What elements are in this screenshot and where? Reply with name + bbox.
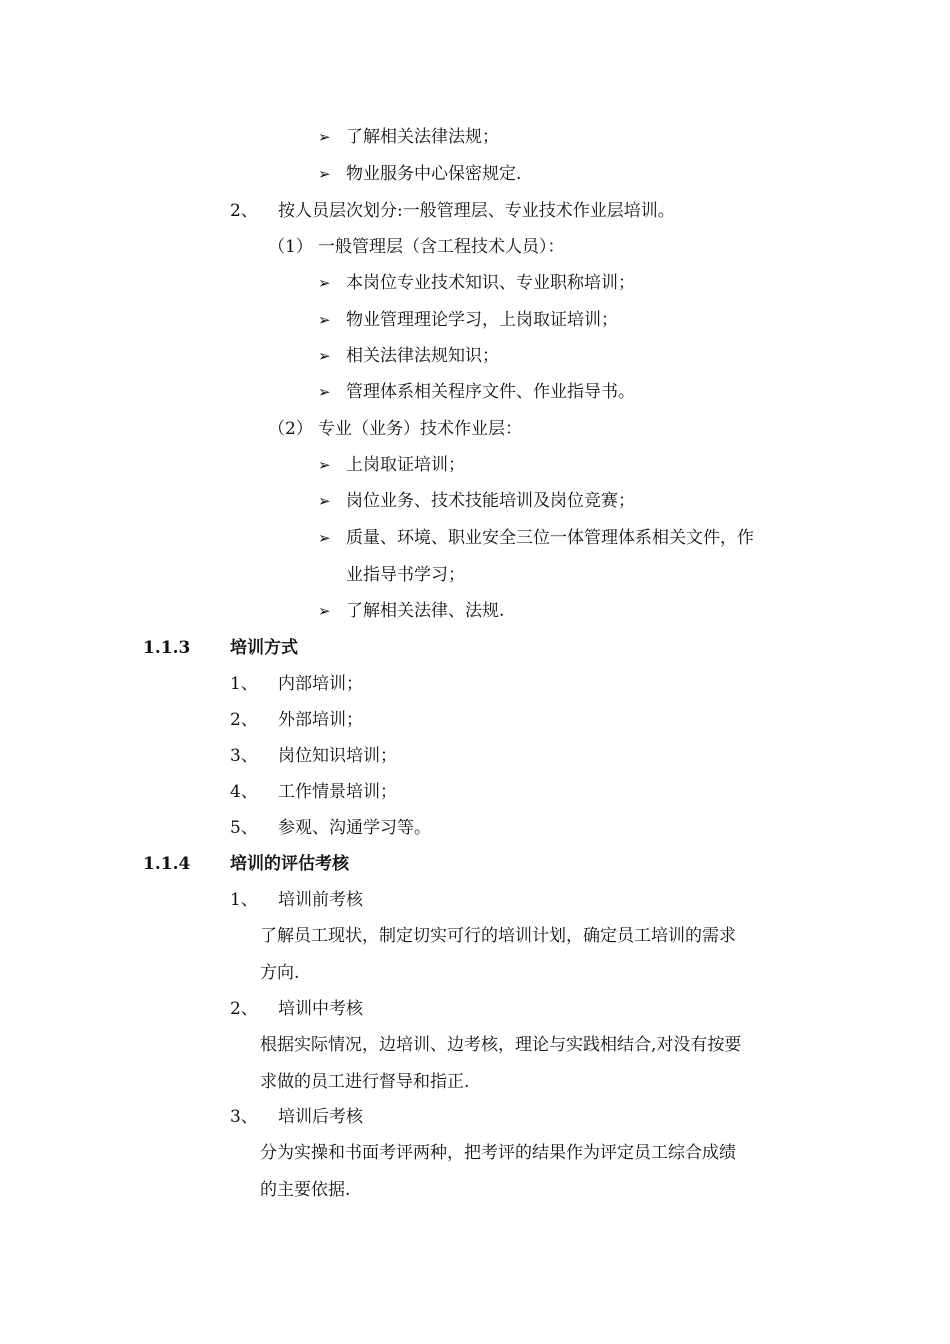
- item-text: 按人员层次划分:一般管理层、专业技术作业层培训。: [278, 201, 675, 221]
- paragraph-text: 根据实际情况，边培训、边考核，理论与实践相结合,对没有按要: [260, 1035, 742, 1055]
- paragraph-text: 方向.: [260, 963, 300, 983]
- item-text: 内部培训；: [278, 674, 363, 694]
- item-number: 4、: [230, 782, 258, 802]
- item-number: 2、: [230, 999, 258, 1019]
- item-number: 2、: [230, 710, 258, 730]
- arrow-bullet-icon: ➢: [318, 529, 331, 547]
- item-text: 参观、沟通学习等。: [278, 818, 431, 838]
- bullet-text: 质量、环境、职业安全三位一体管理体系相关文件，作: [346, 528, 754, 548]
- section-number: 1.1.3: [143, 638, 191, 658]
- item-text: 岗位知识培训；: [278, 746, 397, 766]
- arrow-bullet-icon: ➢: [318, 165, 331, 183]
- paragraph-text: 了解员工现状，制定切实可行的培训计划，确定员工培训的需求: [260, 926, 736, 946]
- bullet-text: 物业管理理论学习，上岗取证培训；: [346, 310, 618, 330]
- arrow-bullet-icon: ➢: [318, 311, 331, 329]
- sub-item-text: 专业（业务）技术作业层：: [318, 419, 522, 439]
- arrow-bullet-icon: ➢: [318, 347, 331, 365]
- arrow-bullet-icon: ➢: [318, 383, 331, 401]
- paragraph-text: 求做的员工进行督导和指正.: [260, 1072, 470, 1092]
- sub-item-number: （2）: [268, 419, 313, 439]
- bullet-text: 上岗取证培训；: [346, 455, 465, 475]
- item-number: 5、: [230, 818, 258, 838]
- bullet-text: 了解相关法律法规；: [346, 127, 499, 147]
- bullet-text: 物业服务中心保密规定.: [346, 164, 522, 184]
- bullet-text: 管理体系相关程序文件、作业指导书。: [346, 382, 635, 402]
- item-number: 3、: [230, 746, 258, 766]
- bullet-text: 了解相关法律、法规.: [346, 601, 505, 621]
- item-number: 1、: [230, 890, 258, 910]
- arrow-bullet-icon: ➢: [318, 492, 331, 510]
- item-text: 工作情景培训；: [278, 782, 397, 802]
- item-text: 外部培训；: [278, 710, 363, 730]
- bullet-text: 业指导书学习；: [346, 565, 465, 585]
- item-number: 1、: [230, 674, 258, 694]
- section-title: 培训方式: [230, 638, 298, 658]
- item-number: 2、: [230, 201, 258, 221]
- paragraph-text: 分为实操和书面考评两种，把考评的结果作为评定员工综合成绩: [260, 1143, 736, 1163]
- item-text: 培训中考核: [278, 999, 363, 1019]
- arrow-bullet-icon: ➢: [318, 274, 331, 292]
- item-text: 培训后考核: [278, 1107, 363, 1127]
- sub-item-number: （1）: [268, 237, 313, 257]
- arrow-bullet-icon: ➢: [318, 128, 331, 146]
- bullet-text: 相关法律法规知识；: [346, 346, 499, 366]
- item-number: 3、: [230, 1107, 258, 1127]
- section-number: 1.1.4: [143, 854, 191, 874]
- item-text: 培训前考核: [278, 890, 363, 910]
- arrow-bullet-icon: ➢: [318, 602, 331, 620]
- bullet-text: 岗位业务、技术技能培训及岗位竞赛；: [346, 491, 635, 511]
- sub-item-text: 一般管理层（含工程技术人员）：: [318, 237, 565, 257]
- bullet-text: 本岗位专业技术知识、专业职称培训；: [346, 273, 635, 293]
- paragraph-text: 的主要依据.: [260, 1180, 351, 1200]
- arrow-bullet-icon: ➢: [318, 456, 331, 474]
- section-title: 培训的评估考核: [230, 854, 349, 874]
